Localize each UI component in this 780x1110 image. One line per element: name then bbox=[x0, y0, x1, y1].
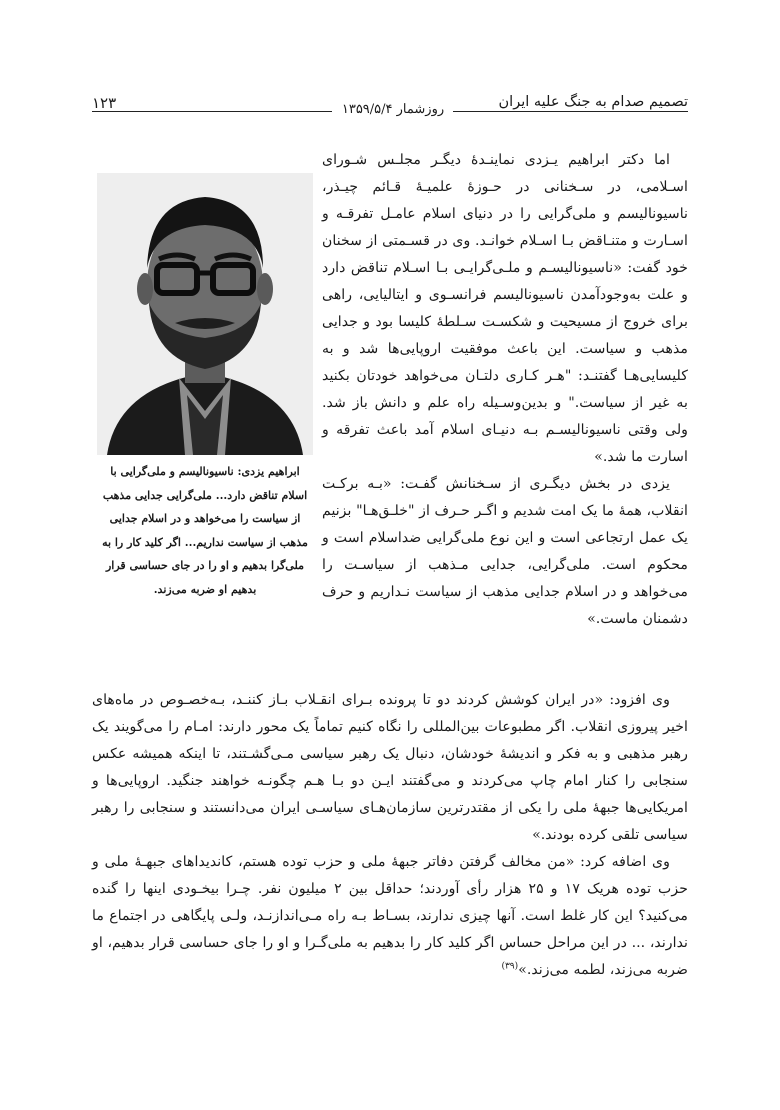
diary-date: روزشمار ۱۳۵۹/۵/۴ bbox=[341, 102, 445, 117]
paragraph: اما دکتر ابراهیم یـزدی نماینـدهٔ دیگـر مجلـس شـورای اسـلامی، در سـخنانی در حـوزهٔ علمیـهٔ قـائم چیـذر، ناسیونالیسم و ملی‌گرایی را در دنیای اسلام عامـل تفرقـه و اسـارت و متنـاقض بـا اسـلام خوانـد. وی در قسـمتی از سخنان خود گفت: «ناسیونالیسـم و ملـی‌گرایـی بـا اسـلام تناقض دارد و علت به‌وجودآمدن ناسیونالیسم فرانسـوی و ایتالیایی، راهی برای خروج از مسیحیت و شکسـت سـلطهٔ کلیسا بود و جدایی مذهب و سیاست. این باعث موفقیت اروپایی‌ها شد و به کلیسایی‌هـا گفتنـد: "هـر کـاری دلتـان می‌خواهد خودتان بکنید به غیر از سیاست." و بدین‌وسـیله راه علم و دانش باز شد. ولی وقتی ناسیونالیسـم بـه دنیـای اسلام آمد باعث تفرقه و اسارت ما شد.» bbox=[322, 152, 688, 465]
running-header bbox=[92, 90, 688, 130]
lower-text-block bbox=[92, 687, 688, 984]
upper-text-column bbox=[322, 147, 688, 633]
header-rule-left bbox=[92, 111, 332, 112]
paragraph-text: وی اضافه کرد: «من مخالف گرفتن دفاتر جبههٔ ملی و حزب توده هستم، کاندیداهای جبهـهٔ ملی و حزب توده هریک ۱۷ و ۲۵ هزار رأی آوردند؛ حداقل بین ۲ میلیون نفر. چـرا بیخـودی اینها را گنده می‌کنید؟ این کار غلط است. آنها چیزی ندارند، بسـاط بـه راه مـی‌اندازنـد، ولـی پایگاهی در اجتماع ما ندارند، ... در این مراحل حساس اگر کلید کار را بدهیم به ملی‌گـرا و او را جای حساسی قرار بدهیم، او ضربه می‌زند، لطمه می‌زند.» bbox=[92, 854, 689, 978]
paragraph: یزدی در بخش دیگـری از سـخنانش گفـت: «بـه برکـت انقلاب، همهٔ ما یک امت شدیم و اگـر حـرف از "خلـق‌هـا" بزنیم یک عمل ارتجاعی است و این نوع ملی‌گرایی ضداسلام است و محکوم است. ملی‌گرایی، جدایی مـذهب از سیاسـت را می‌خواهد و در اسلام جدایی مذهب از سیاست نـداریم و حرف دشمنان ماست.» bbox=[322, 476, 688, 627]
paragraph-with-footnote bbox=[92, 849, 688, 984]
book-title: تصمیم صدام به جنگ علیه ایران bbox=[498, 94, 688, 110]
footnote-ref: (۳۹) bbox=[501, 961, 519, 972]
paragraph: وی افزود: «در ایران کوشش کردند دو تا پرونده بـرای انقـلاب بـاز کننـد، بـه‌خصـوص در ماه‌های اخیر پیروزی انقلاب. اگر مطبوعات بین‌المللی را نگاه کنیم تماماً یک محور دارند: امـام را می‌گویند یک رهبر مذهبی و به فکر و اندیشهٔ خودشان، دنبال یک رهبر سیاسی مـی‌گشـتند، تا اینکه همیشه عکس سنجابی را کنار امام چاپ می‌کردند و می‌گفتند ایـن دو بـا هـم چگونـه خواهند جنگید. اروپایی‌ها و امریکایی‌ها جبههٔ ملی را یکی از مقتدرترین سازمان‌هـای سیاسـی ایران می‌دانستند و سنجابی را رهبر سیاسی تلقی کرده بودند.» bbox=[92, 692, 688, 843]
page-number: ۱۲۳ bbox=[92, 94, 117, 112]
header-rule-right bbox=[453, 111, 688, 112]
portrait-photo bbox=[97, 173, 313, 455]
photo-caption: ابراهیم یزدی: ناسیونالیسم و ملی‌گرایی با اسلام تناقض دارد... ملی‌گرایی جدایی مذهب از سیاست را می‌خواهد و در اسلام جدایی مذهب از سیاست نداریم... اگر کلید کار را به ملی‌گرا بدهیم و او را در جای حساسی قرار بدهیم او ضربه می‌زند. bbox=[102, 465, 308, 596]
portrait-image bbox=[97, 173, 313, 455]
